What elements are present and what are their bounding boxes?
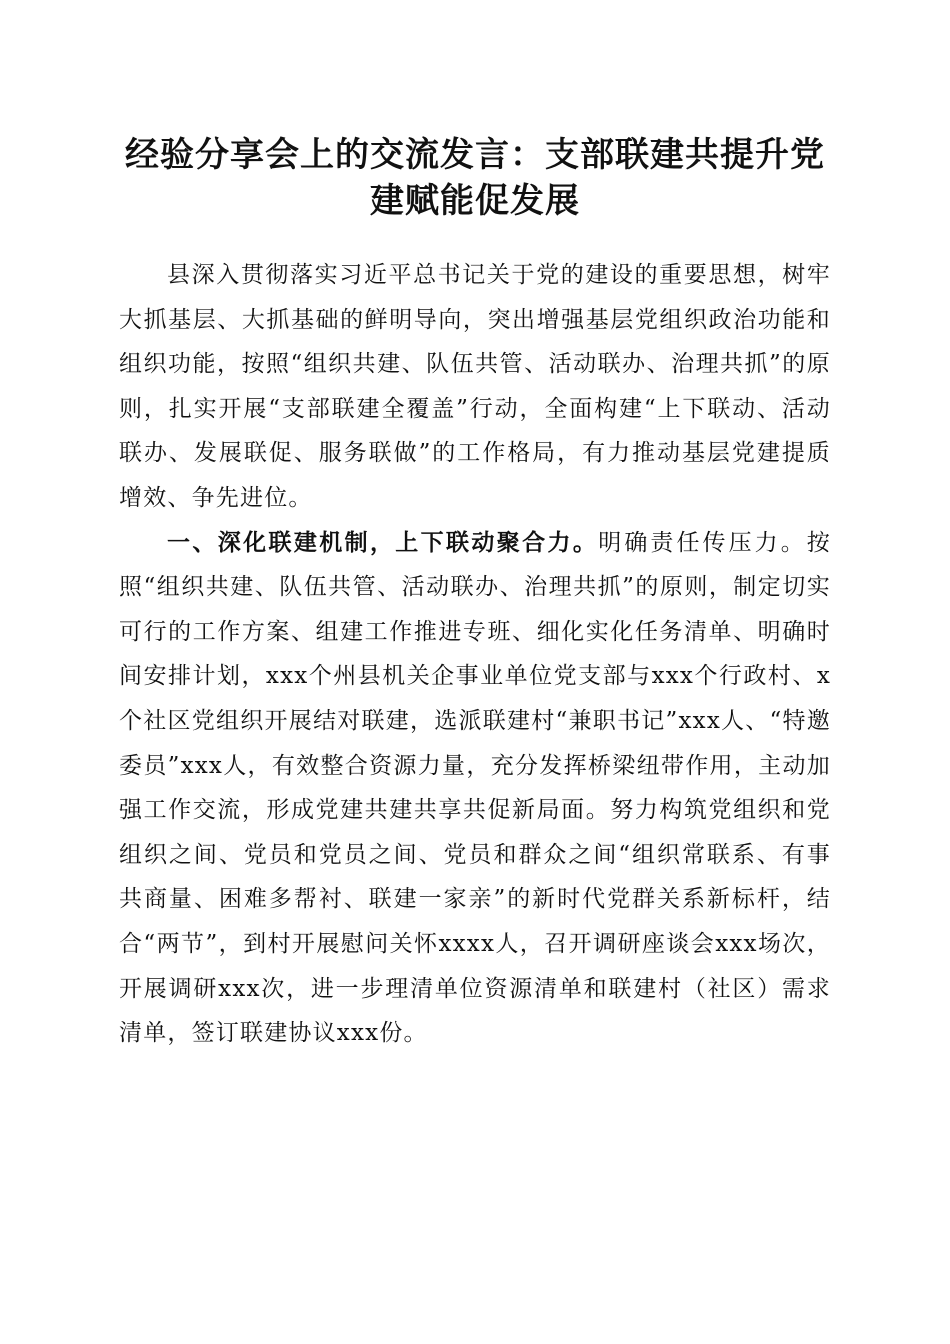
document-body <box>119 253 831 1056</box>
section-one-paragraph <box>119 521 831 1056</box>
document-title <box>120 132 830 224</box>
intro-paragraph <box>119 253 831 521</box>
title-line-2: 建赋能促发展 <box>370 181 580 221</box>
title-line-1: 经验分享会上的交流发言：支部联建共提升党 <box>125 135 825 175</box>
section-one-heading: 一、深化联建机制，上下联动聚合力。 <box>167 529 599 556</box>
intro-paragraph-text: 县深入贯彻落实习近平总书记关于党的建设的重要思想，树牢大抓基层、大抓基础的鲜明导向，突出增强基层党组织政治功能和组织功能，按照“组织共建、队伍共管、活动联办、治理共抓”的原则，扎实开展“支部联建全覆盖”行动，全面构建“上下联动、活动联办、发展联促、服务联做”的工作格局，有力推动基层党建提质增效、争先进位。 <box>119 262 831 511</box>
section-one-text: 明确责任传压力。按照“组织共建、队伍共管、活动联办、治理共抓”的原则，制定切实可行的工作方案、组建工作推进专班、细化实化任务清单、明确时间安排计划，xxx个州县机关企事业单位党支部与xxx个行政村、x个社区党组织开展结对联建，选派联建村“兼职书记”xxx人、“特邀委员”xxx人，有效整合资源力量，充分发挥桥梁纽带作用，主动加强工作交流，形成党建共建共享共促新局面。努力构筑党组织和党组织之间、党员和党员之间、党员和群众之间“组织常联系、有事共商量、困难多帮衬、联建一家亲”的新时代党群关系新标杆，结合“两节”，到村开展慰问关怀xxxx人，召开调研座谈会xxx场次，开展调研xxx次，进一步理清单位资源清单和联建村（社区）需求清单，签订联建协议xxx份。 <box>119 529 831 1047</box>
